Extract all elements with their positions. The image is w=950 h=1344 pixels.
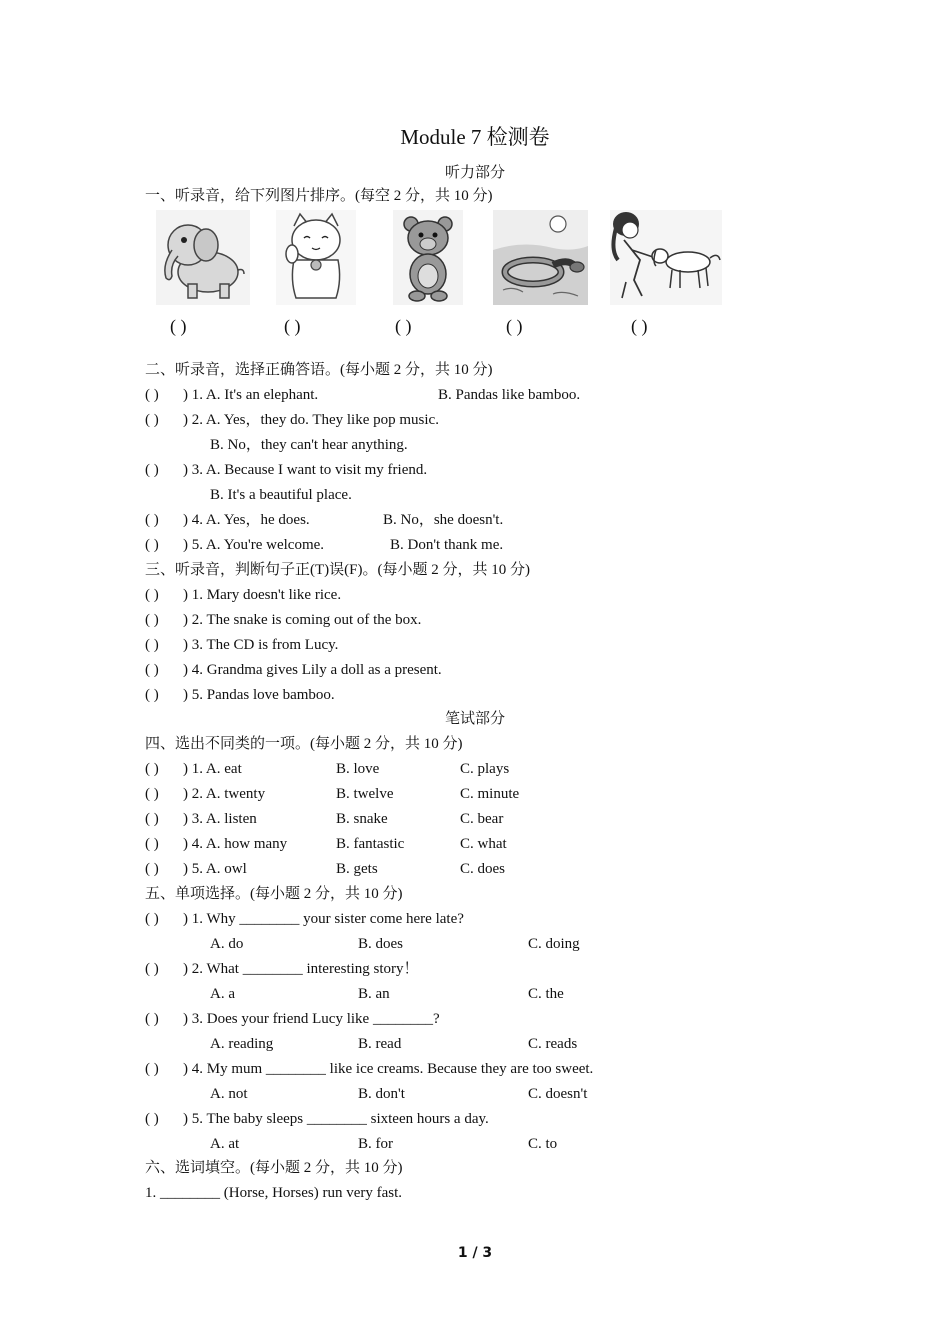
section4-heading: 四、选出不同类的一项。(每小题 2 分，共 10 分): [145, 736, 463, 752]
answer-blank[interactable]: ( ): [145, 662, 159, 678]
picture1-order-blank[interactable]: ( ): [170, 316, 187, 336]
answer-blank[interactable]: ( ): [145, 836, 159, 852]
lucky-cat-picture: [276, 210, 356, 305]
question-text: ) 5. A. You're welcome.: [183, 537, 325, 553]
option-b: B. an: [358, 986, 390, 1002]
option-c: C. minute: [460, 786, 520, 802]
answer-blank[interactable]: ( ): [145, 961, 159, 977]
question-stem: ) 4. My mum ________ like ice creams. Because they are too sweet.: [183, 1061, 594, 1077]
question-stem: ) 5. The baby sleeps ________ sixteen hours a day.: [183, 1111, 489, 1127]
option-b: B. love: [336, 761, 380, 777]
option-c: C. bear: [460, 811, 504, 827]
picture2-order-blank[interactable]: ( ): [284, 316, 301, 336]
answer-blank[interactable]: ( ): [145, 811, 159, 827]
option-b: B. No，she doesn't.: [383, 512, 504, 528]
answer-blank[interactable]: ( ): [145, 612, 159, 628]
option-a: ) 1. A. eat: [183, 761, 242, 777]
answer-blank[interactable]: ( ): [145, 687, 159, 703]
answer-blank[interactable]: ( ): [145, 462, 159, 478]
option-b: B. fantastic: [336, 836, 405, 852]
statement-text: ) 5. Pandas love bamboo.: [183, 687, 335, 703]
question-stem: ) 1. Why ________ your sister come here late?: [183, 911, 464, 927]
girl-and-dog-picture: [610, 210, 722, 305]
option-b: B. It's a beautiful place.: [210, 487, 352, 503]
section2-heading: 二、听录音，选择正确答语。(每小题 2 分，共 10 分): [145, 362, 493, 378]
option-a: A. a: [210, 986, 235, 1002]
option-b: B. snake: [336, 811, 388, 827]
question-text: ) 2. A. Yes，they do. They like pop music.: [183, 412, 439, 428]
section5-heading: 五、单项选择。(每小题 2 分，共 10 分): [145, 886, 403, 902]
answer-blank[interactable]: ( ): [145, 412, 159, 428]
option-c: C. reads: [528, 1036, 578, 1052]
picture3-order-blank[interactable]: ( ): [395, 316, 412, 336]
snake-picture: [493, 210, 588, 305]
statement-text: ) 1. Mary doesn't like rice.: [183, 587, 342, 603]
answer-blank[interactable]: ( ): [145, 761, 159, 777]
fill-in-question[interactable]: 1. ________ (Horse, Horses) run very fast.: [145, 1185, 403, 1201]
answer-blank[interactable]: ( ): [145, 1011, 159, 1027]
option-c: C. what: [460, 836, 507, 852]
answer-blank[interactable]: ( ): [145, 512, 159, 528]
question-text: ) 1. A. It's an elephant.: [183, 387, 319, 403]
question-text: ) 4. A. Yes，he does.: [183, 512, 310, 528]
option-b: B. Don't thank me.: [390, 537, 504, 553]
section3-heading: 三、听录音，判断句子正(T)误(F)。(每小题 2 分，共 10 分): [145, 562, 530, 578]
page-number: 1 / 3: [457, 1245, 493, 1261]
page-title: Module 7 检测卷: [400, 125, 550, 149]
option-a: ) 4. A. how many: [183, 836, 288, 852]
writing-section-header: 笔试部分: [444, 711, 505, 727]
option-a: ) 2. A. twenty: [183, 786, 266, 802]
option-a: A. at: [210, 1136, 240, 1152]
option-b: B. read: [358, 1036, 402, 1052]
statement-text: ) 3. The CD is from Lucy.: [183, 637, 339, 653]
option-c: C. does: [460, 861, 505, 877]
option-b: B. No，they can't hear anything.: [210, 437, 408, 453]
option-c: C. the: [528, 986, 564, 1002]
section6-heading: 六、选词填空。(每小题 2 分，共 10 分): [145, 1160, 403, 1176]
option-b: B. Pandas like bamboo.: [438, 387, 581, 403]
answer-blank[interactable]: ( ): [145, 861, 159, 877]
option-b: B. don't: [358, 1086, 405, 1102]
option-c: C. doesn't: [528, 1086, 588, 1102]
picture5-order-blank[interactable]: ( ): [631, 316, 648, 336]
question-stem: ) 2. What ________ interesting story！: [183, 961, 419, 977]
option-a: A. reading: [210, 1036, 274, 1052]
answer-blank[interactable]: ( ): [145, 587, 159, 603]
option-b: B. for: [358, 1136, 393, 1152]
listening-section-header: 听力部分: [444, 163, 505, 181]
option-a: ) 5. A. owl: [183, 861, 247, 877]
picture4-order-blank[interactable]: ( ): [506, 316, 523, 336]
bear-picture: [393, 210, 463, 305]
answer-blank[interactable]: ( ): [145, 1061, 159, 1077]
statement-text: ) 2. The snake is coming out of the box.: [183, 612, 422, 628]
option-c: C. doing: [528, 936, 580, 952]
answer-blank[interactable]: ( ): [145, 786, 159, 802]
statement-text: ) 4. Grandma gives Lily a doll as a present.: [183, 662, 442, 678]
answer-blank[interactable]: ( ): [145, 1111, 159, 1127]
question-text: ) 3. A. Because I want to visit my friend.: [183, 462, 428, 478]
question-stem: ) 3. Does your friend Lucy like ________?: [183, 1011, 440, 1027]
answer-blank[interactable]: ( ): [145, 637, 159, 653]
section1-heading: 一、听录音，给下列图片排序。(每空 2 分，共 10 分): [145, 188, 493, 204]
option-b: B. does: [358, 936, 403, 952]
answer-blank[interactable]: ( ): [145, 387, 159, 403]
option-b: B. gets: [336, 861, 378, 877]
option-b: B. twelve: [336, 786, 394, 802]
option-a: ) 3. A. listen: [183, 811, 257, 827]
option-c: C. plays: [460, 761, 510, 777]
answer-blank[interactable]: ( ): [145, 911, 159, 927]
elephant-picture: [156, 210, 250, 305]
option-c: C. to: [528, 1136, 558, 1152]
answer-blank[interactable]: ( ): [145, 537, 159, 553]
option-a: A. do: [210, 936, 244, 952]
option-a: A. not: [210, 1086, 248, 1102]
